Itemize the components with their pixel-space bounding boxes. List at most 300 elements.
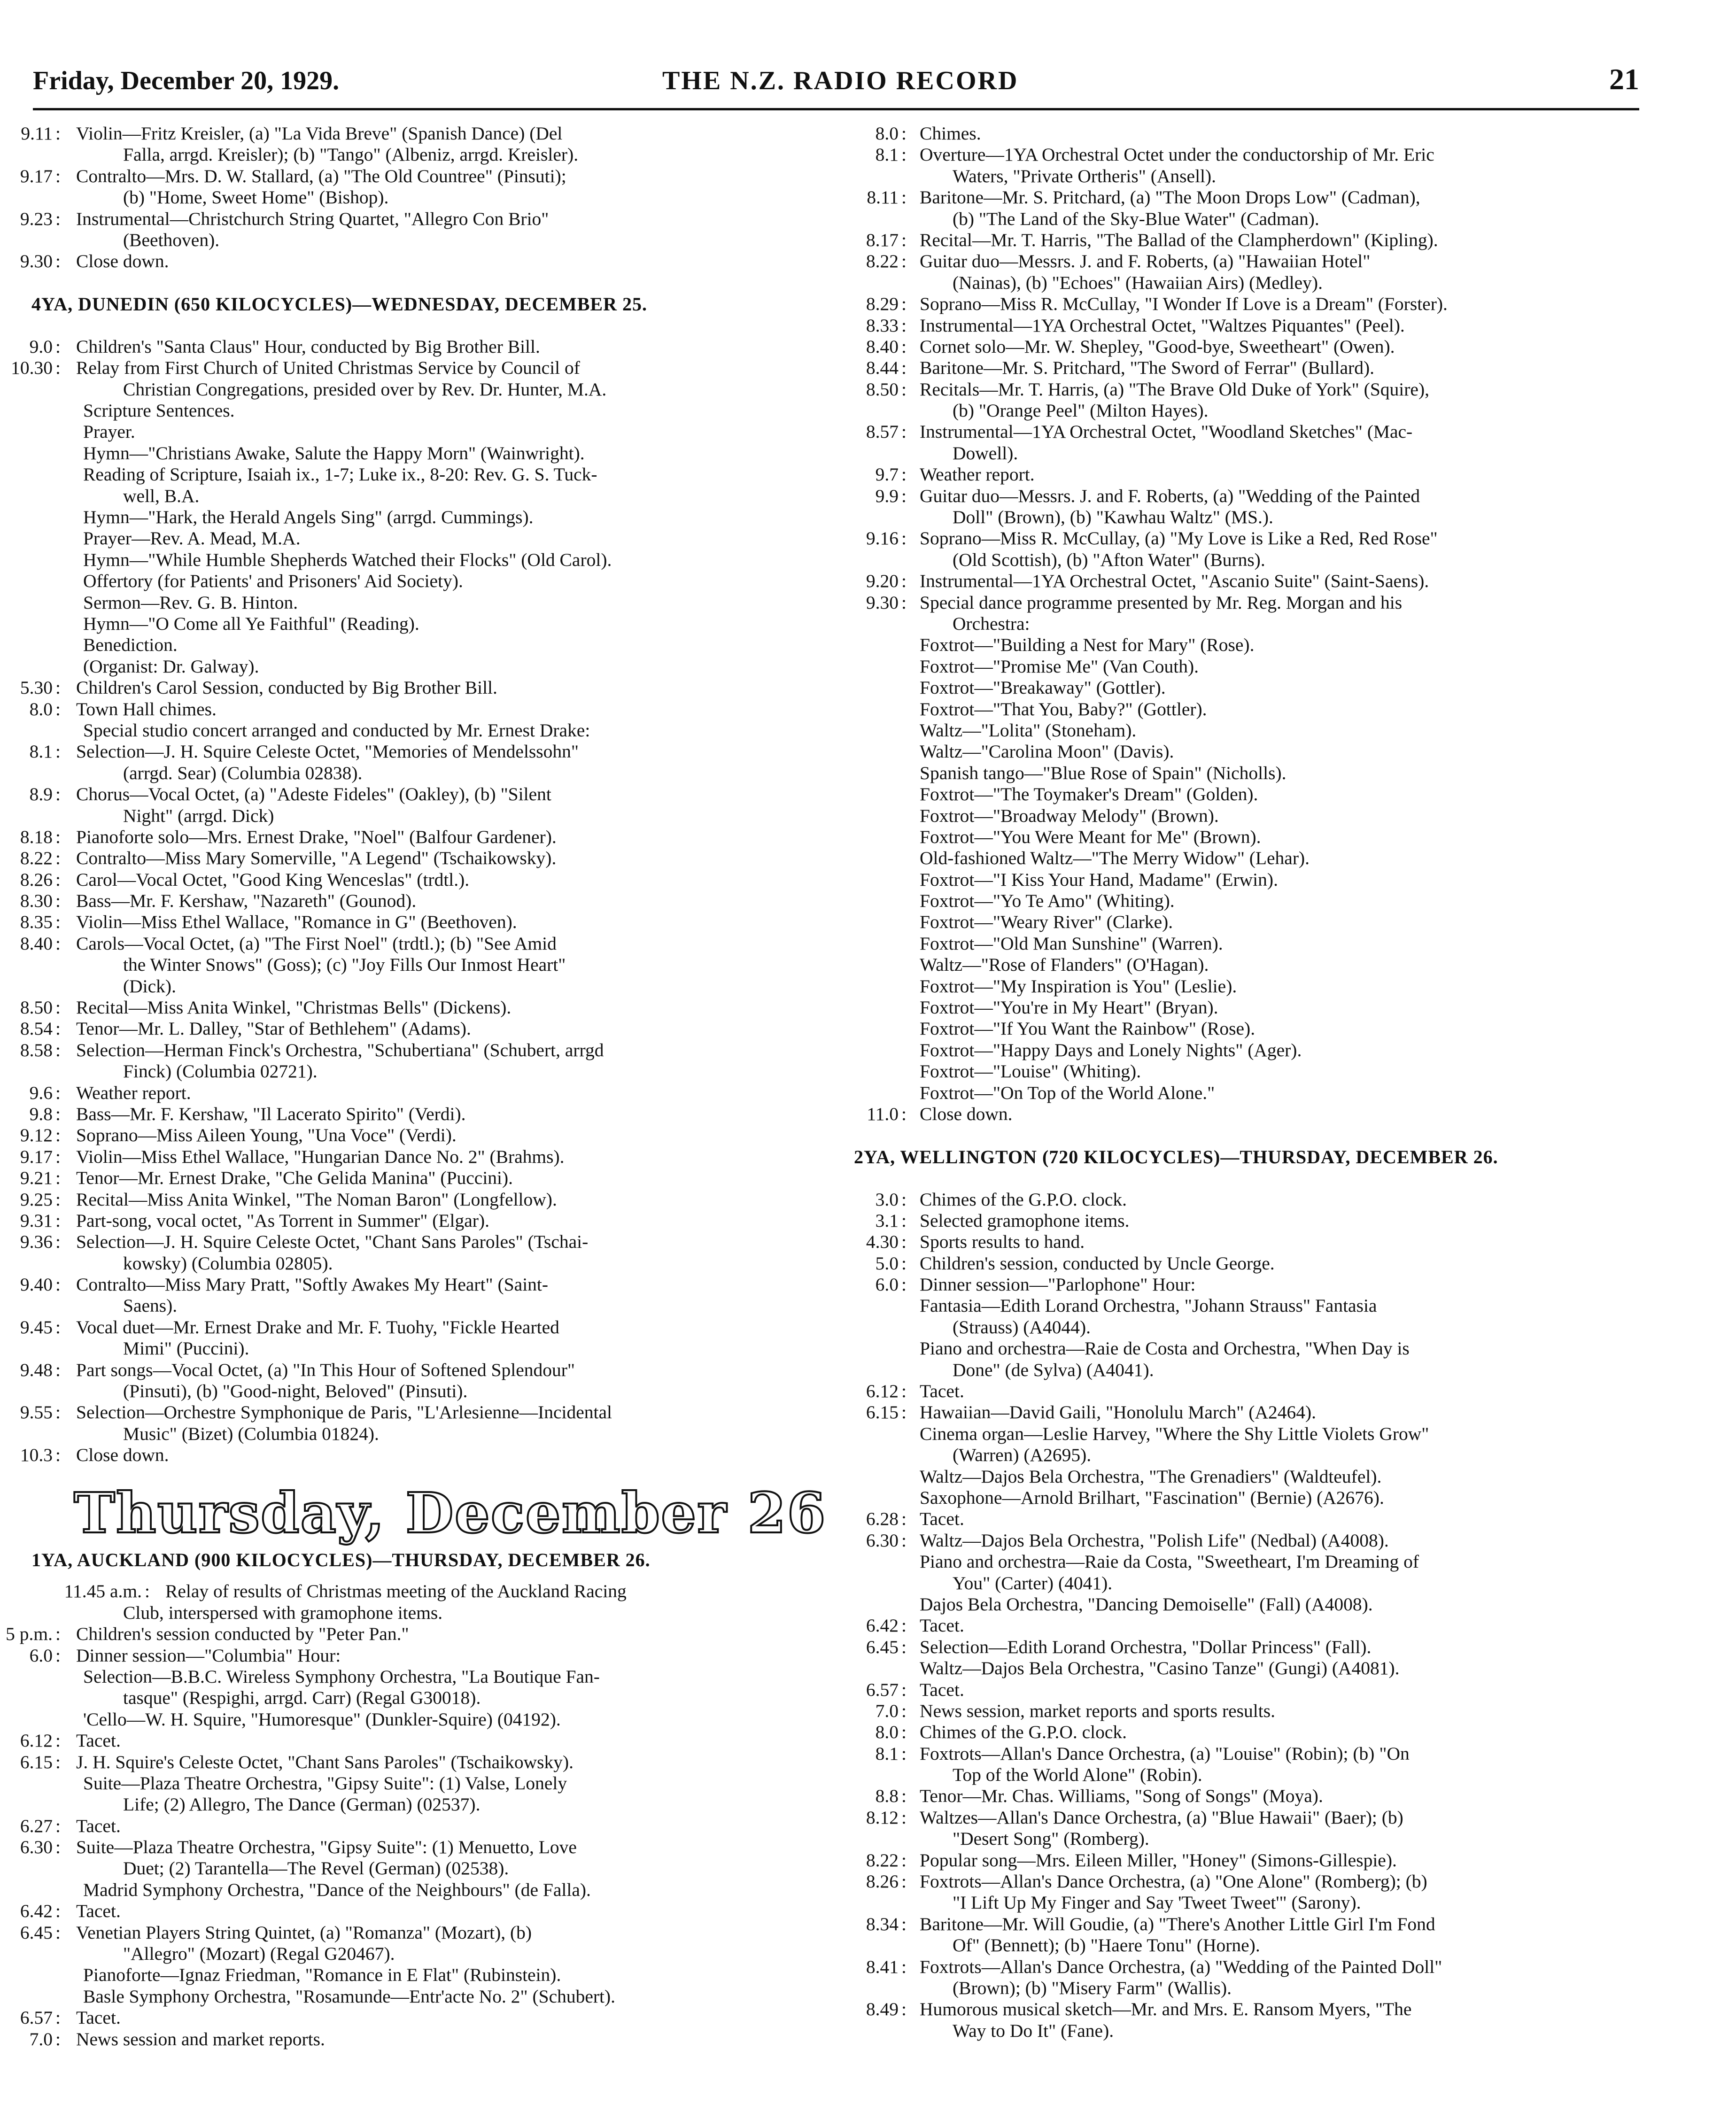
entry-text: tasque" (Respighi, arrgd. Carr) (Regal G30018). <box>123 1687 481 1709</box>
programme-entry <box>6 357 832 379</box>
entry-text: Spanish tango—"Blue Rose of Spain" (Nicholls). <box>920 762 1286 783</box>
entry-time: 8.40 <box>866 336 899 357</box>
entry-time: 10.30 <box>11 357 53 379</box>
entry-text: Bass—Mr. F. Kershaw, "Il Lacerato Spirito" (Verdi). <box>76 1103 466 1124</box>
entry-time: 9.17 <box>20 1146 53 1167</box>
time-separator: : <box>901 1700 907 1721</box>
time-separator: : <box>55 1359 61 1380</box>
time-separator: : <box>55 677 61 698</box>
time-separator: : <box>901 1253 907 1274</box>
time-separator: : <box>901 336 907 357</box>
programme-entry <box>854 571 1643 592</box>
entry-time: 8.0 <box>29 698 53 719</box>
programme-entry-line <box>854 869 1643 890</box>
programme-entry-line <box>854 443 1643 464</box>
entry-text: (Beethoven). <box>123 229 220 250</box>
entry-time: 6.28 <box>866 1508 899 1530</box>
entry-time: 9.9 <box>875 485 899 506</box>
entry-text: well, B.A. <box>123 485 200 506</box>
entry-time: 9.17 <box>20 165 53 186</box>
entry-text: (Brown); (b) "Misery Farm" (Wallis). <box>953 1977 1232 1998</box>
entry-time: 8.22 <box>866 251 899 272</box>
time-separator: : <box>55 698 61 719</box>
entry-text: Suite—Plaza Theatre Orchestra, "Gipsy Suite": (1) Valse, Lonely <box>83 1772 567 1794</box>
entry-text: Carol—Vocal Octet, "Good King Wenceslas" (trdtl.). <box>76 869 470 890</box>
programme-entry-line <box>854 1892 1643 1913</box>
time-separator: : <box>55 1146 61 1167</box>
time-separator: : <box>55 741 61 762</box>
entry-time: 8.1 <box>875 144 899 165</box>
entry-text: Christian Congregations, presided over by Rev. Dr. Hunter, M.A. <box>123 379 607 400</box>
entry-text: Foxtrot—"My Inspiration is You" (Leslie). <box>920 975 1237 997</box>
entry-text: Foxtrot—"Broadway Melody" (Brown). <box>920 805 1219 826</box>
entry-text: 'Cello—W. H. Squire, "Humoresque" (Dunkler-Squire) (04192). <box>83 1709 561 1730</box>
time-separator: : <box>901 485 907 506</box>
entry-time: 4.30 <box>866 1231 899 1253</box>
time-separator: : <box>901 1402 907 1423</box>
time-separator: : <box>55 1645 61 1666</box>
time-separator: : <box>901 1807 907 1828</box>
time-separator: : <box>55 1231 61 1253</box>
time-separator: : <box>55 1210 61 1231</box>
entry-time: 9.7 <box>875 464 899 485</box>
programme-entry <box>6 1083 832 1104</box>
time-separator: : <box>55 1815 61 1836</box>
spacer <box>6 315 832 336</box>
programme-entry-line <box>854 166 1643 187</box>
programme-entry-line <box>6 571 832 592</box>
entry-time: 6.45 <box>866 1636 899 1657</box>
entry-text: Soprano—Miss R. McCullay, "I Wonder If Love is a Dream" (Forster). <box>920 294 1448 315</box>
entry-text: Guitar duo—Messrs. J. and F. Roberts, (a) "Wedding of the Painted <box>920 485 1420 506</box>
programme-entry <box>854 1402 1643 1423</box>
entry-text: Dinner session—"Parlophone" Hour: <box>920 1274 1196 1295</box>
entry-text: (b) "The Land of the Sky-Blue Water" (Cadman). <box>953 208 1319 229</box>
time-separator: : <box>901 1743 907 1764</box>
programme-entry-line <box>854 890 1643 912</box>
programme-entry <box>854 1637 1643 1658</box>
programme-entry-line <box>854 1764 1643 1786</box>
entry-text: Finck) (Columbia 02721). <box>123 1061 318 1082</box>
programme-entry-line <box>854 1061 1643 1082</box>
time-separator: : <box>55 251 61 272</box>
programme-entry <box>6 1104 832 1125</box>
programme-entry-line <box>854 1317 1643 1338</box>
entry-time: 9.21 <box>20 1168 53 1189</box>
entry-time: 8.26 <box>866 1871 899 1892</box>
programme-entry <box>6 336 832 357</box>
programme-entry <box>854 1701 1643 1722</box>
programme-entry-line <box>6 634 832 656</box>
day-title: Thursday, December 26 <box>74 1480 827 1546</box>
entry-text: Hymn—"Christians Awake, Salute the Happy Morn" (Wainwright). <box>83 442 585 464</box>
entry-time: 9.48 <box>20 1359 53 1380</box>
entry-text: (Organist: Dr. Galway). <box>83 656 259 677</box>
entry-time: 9.16 <box>866 528 899 549</box>
entry-text: Foxtrot—"You're in My Heart" (Bryan). <box>920 997 1218 1018</box>
programme-entry <box>854 230 1643 251</box>
time-separator: : <box>55 1168 61 1189</box>
programme-entry <box>854 1530 1643 1551</box>
programme-entry <box>6 1231 832 1253</box>
entry-time: 11.0 <box>867 1103 899 1124</box>
entry-time: 8.1 <box>29 741 53 762</box>
time-separator: : <box>55 1922 61 1943</box>
entry-text: (Strauss) (A4044). <box>953 1316 1091 1338</box>
entry-text: Relay of results of Christmas meeting of the Auckland Racing <box>165 1581 627 1602</box>
entry-text: Part-song, vocal octet, "As Torrent in Summer" (Elgar). <box>76 1210 489 1231</box>
station-heading-text: 4YA, DUNEDIN (650 KILOCYCLES)—WEDNESDAY, DECEMBER 25. <box>31 294 647 315</box>
spacer <box>854 1168 1643 1189</box>
time-separator: : <box>55 1125 61 1146</box>
entry-time: 6.57 <box>866 1679 899 1700</box>
time-separator: : <box>901 1871 907 1892</box>
entry-text: Humorous musical sketch—Mr. and Mrs. E. Ransom Myers, "The <box>920 1999 1412 2020</box>
entry-time: 8.40 <box>20 933 53 954</box>
entry-text: Chimes of the G.P.O. clock. <box>920 1722 1127 1743</box>
station-heading <box>6 294 832 315</box>
programme-entry <box>854 1381 1643 1402</box>
entry-time: 6.15 <box>866 1402 899 1423</box>
entry-text: Violin—Miss Ethel Wallace, "Hungarian Dance No. 2" (Brahms). <box>76 1146 565 1167</box>
entry-text: Foxtrot—"Old Man Sunshine" (Warren). <box>920 933 1223 954</box>
time-separator: : <box>901 1615 907 1636</box>
programme-entry <box>854 464 1643 485</box>
programme-entry <box>6 997 832 1018</box>
entry-text: Pianoforte solo—Mrs. Ernest Drake, "Noel" (Balfour Gardener). <box>76 826 557 847</box>
entry-time: 9.8 <box>29 1103 53 1124</box>
entry-text: Foxtrot—"Happy Days and Lonely Nights" (Ager). <box>920 1039 1302 1060</box>
entry-text: Foxtrot—"You Were Meant for Me" (Brown). <box>920 826 1261 847</box>
entry-text: Prayer—Rev. A. Mead, M.A. <box>83 528 301 549</box>
entry-time: 8.34 <box>866 1913 899 1934</box>
entry-text: Cinema organ—Leslie Harvey, "Where the Shy Little Violets Grow" <box>920 1423 1429 1444</box>
entry-text: Waters, "Private Ortheris" (Ansell). <box>953 165 1217 186</box>
entry-text: Part songs—Vocal Octet, (a) "In This Hour of Softened Splendour" <box>76 1359 575 1380</box>
programme-entry-line <box>854 1360 1643 1381</box>
entry-text: Waltz—Dajos Bela Orchestra, "The Grenadiers" (Waldteufel). <box>920 1466 1382 1487</box>
entry-text: Selection—Edith Lorand Orchestra, "Dollar Princess" (Fall). <box>920 1636 1372 1657</box>
programme-entry <box>6 933 832 954</box>
time-separator: : <box>55 848 61 869</box>
entry-text: "Allegro" (Mozart) (Regal G20467). <box>123 1943 395 1964</box>
entry-text: Contralto—Miss Mary Somerville, "A Legend" (Tschaikowsky). <box>76 848 557 869</box>
entry-text: Hymn—"O Come all Ye Faithful" (Reading). <box>83 613 419 634</box>
entry-text: Waltz—"Lolita" (Stoneham). <box>920 719 1137 741</box>
time-separator: : <box>55 1402 61 1423</box>
programme-entry <box>6 1317 832 1338</box>
entry-text: "Desert Song" (Romberg). <box>953 1828 1149 1849</box>
entry-time: 8.17 <box>866 229 899 250</box>
entry-text: Duet; (2) Tarantella—The Revel (German) (02538). <box>123 1858 509 1879</box>
entry-text: News session, market reports and sports results. <box>920 1700 1275 1721</box>
spacer <box>854 1125 1643 1146</box>
programme-entry-line <box>854 1040 1643 1061</box>
entry-text: Doll" (Brown), (b) "Kawhau Waltz" (MS.). <box>953 507 1273 528</box>
entry-text: Night" (arrgd. Dick) <box>123 805 274 826</box>
entry-time: 7.0 <box>875 1700 899 1721</box>
station-heading <box>6 1549 832 1570</box>
entry-text: (b) "Orange Peel" (Milton Hayes). <box>953 400 1209 421</box>
time-separator: : <box>901 1530 907 1551</box>
programme-entry <box>6 1210 832 1231</box>
entry-text: Instrumental—Christchurch String Quartet, "Allegro Con Brio" <box>76 208 549 229</box>
programme-entry <box>6 827 832 848</box>
programme-entry-line <box>854 933 1643 954</box>
time-separator: : <box>901 1786 907 1807</box>
entry-time: 6.57 <box>20 2007 53 2028</box>
programme-entry <box>854 315 1643 336</box>
time-separator: : <box>55 1445 61 1466</box>
entry-text: Children's Carol Session, conducted by Big Brother Bill. <box>76 677 497 698</box>
entry-text: Recital—Miss Anita Winkel, "The Noman Baron" (Longfellow). <box>76 1189 557 1210</box>
time-separator: : <box>901 464 907 485</box>
time-separator: : <box>55 1039 61 1060</box>
station-heading-text: 2YA, WELLINGTON (720 KILOCYCLES)—THURSDAY, DECEMBER 26. <box>854 1146 1498 1168</box>
entry-text: Chimes of the G.P.O. clock. <box>920 1189 1127 1210</box>
time-separator: : <box>901 1956 907 1977</box>
entry-text: Foxtrot—"The Toymaker's Dream" (Golden). <box>920 784 1258 805</box>
entry-time: 8.49 <box>866 1999 899 2020</box>
programme-entry <box>6 912 832 933</box>
programme-entry-line <box>854 1338 1643 1359</box>
programme-entry-line <box>854 763 1643 784</box>
time-separator: : <box>55 1316 61 1338</box>
programme-entry-line <box>854 997 1643 1018</box>
entry-time: 6.30 <box>20 1837 53 1858</box>
time-separator: : <box>901 1636 907 1657</box>
entry-time: 9.6 <box>29 1082 53 1103</box>
time-separator: : <box>901 251 907 272</box>
programme-entry-line <box>854 1658 1643 1679</box>
entry-text: Basle Symphony Orchestra, "Rosamunde—Entr'acte No. 2" (Schubert). <box>83 1986 616 2007</box>
time-separator: : <box>901 1189 907 1210</box>
programme-entry-line <box>854 1551 1643 1572</box>
entry-time: 8.11 <box>867 187 899 208</box>
entry-time: 6.12 <box>866 1381 899 1402</box>
programme-entry-line <box>854 1423 1643 1445</box>
programme-entry-line <box>854 1594 1643 1615</box>
programme-entry-line <box>6 1423 832 1445</box>
entry-text: Foxtrot—"Breakaway" (Gottler). <box>920 677 1166 698</box>
programme-entry <box>6 1581 832 1602</box>
entry-text: Close down. <box>920 1103 1013 1124</box>
entry-text: Madrid Symphony Orchestra, "Dance of the Neighbours" (de Falla). <box>83 1879 591 1900</box>
entry-text: Foxtrots—Allan's Dance Orchestra, (a) "Wedding of the Painted Doll" <box>920 1956 1442 1977</box>
programme-entry <box>854 379 1643 400</box>
entry-text: Fantasia—Edith Lorand Orchestra, "Johann Strauss" Fantasia <box>920 1295 1377 1316</box>
time-separator: : <box>901 1679 907 1700</box>
time-separator: : <box>901 229 907 250</box>
entry-time: 7.0 <box>29 2028 53 2049</box>
entry-time: 8.44 <box>866 357 899 379</box>
entry-time: 8.35 <box>20 912 53 933</box>
time-separator: : <box>55 208 61 229</box>
entry-time: 9.0 <box>29 336 53 357</box>
entry-text: Waltz—Dajos Bela Orchestra, "Casino Tanze" (Gungi) (A4081). <box>920 1658 1400 1679</box>
entry-time: 8.30 <box>20 890 53 912</box>
entry-text: (Dick). <box>123 975 176 997</box>
programme-entry <box>6 123 832 144</box>
entry-text: Saens). <box>123 1295 178 1316</box>
entry-text: News session and market reports. <box>76 2028 325 2049</box>
programme-entry <box>6 2007 832 2028</box>
programme-entry <box>854 251 1643 272</box>
programme-entry <box>6 1274 832 1295</box>
entry-text: Foxtrot—"If You Want the Rainbow" (Rose). <box>920 1018 1256 1039</box>
entry-text: Suite—Plaza Theatre Orchestra, "Gipsy Suite": (1) Menuetto, Love <box>76 1837 577 1858</box>
entry-text: the Winter Snows" (Goss); (c) "Joy Fills Our Inmost Heart" <box>123 954 566 975</box>
entry-text: Tacet. <box>920 1679 964 1700</box>
time-separator: : <box>901 315 907 336</box>
programme-entry <box>6 1837 832 1858</box>
entry-time: 3.0 <box>875 1189 899 1210</box>
entry-time: 8.9 <box>29 784 53 805</box>
entry-text: Piano and orchestra—Raie da Costa, "Sweetheart, I'm Dreaming of <box>920 1551 1419 1572</box>
entry-time: 9.31 <box>20 1210 53 1231</box>
programme-entry <box>854 1679 1643 1701</box>
programme-entry-line <box>854 848 1643 869</box>
entry-time: 8.50 <box>866 379 899 400</box>
programme-entry <box>854 421 1643 442</box>
programme-entry-line <box>6 1773 832 1794</box>
entry-text: (b) "Home, Sweet Home" (Bishop). <box>123 187 389 208</box>
entry-text: Prayer. <box>83 421 135 442</box>
programme-entry <box>6 2029 832 2050</box>
entry-text: Bass—Mr. F. Kershaw, "Nazareth" (Gounod). <box>76 890 417 912</box>
programme-entry-line <box>854 1295 1643 1316</box>
programme-entry <box>854 1210 1643 1231</box>
entry-text: Tacet. <box>76 1815 121 1836</box>
entry-text: Recital—Mr. T. Harris, "The Ballad of the Clampherdown" (Kipling). <box>920 229 1438 250</box>
entry-text: Baritone—Mr. S. Pritchard, (a) "The Moon Drops Low" (Cadman), <box>920 187 1420 208</box>
programme-entry-line <box>6 1794 832 1815</box>
entry-time: 9.55 <box>20 1402 53 1423</box>
entry-time: 9.20 <box>866 571 899 592</box>
programme-entry <box>854 144 1643 165</box>
entry-time: 10.3 <box>20 1445 53 1466</box>
programme-entry-line <box>6 421 832 442</box>
programme-entry <box>6 1816 832 1837</box>
issue-date: Friday, December 20, 1929. <box>33 66 340 95</box>
entry-time: 8.50 <box>20 997 53 1018</box>
programme-entry <box>854 1743 1643 1764</box>
time-separator: : <box>901 123 907 144</box>
time-separator: : <box>901 187 907 208</box>
programme-entry <box>854 1956 1643 1978</box>
entry-text: Venetian Players String Quintet, (a) "Romanza" (Mozart), (b) <box>76 1922 532 1943</box>
entry-text: Soprano—Miss Aileen Young, "Una Voce" (Verdi). <box>76 1125 457 1146</box>
entry-text: Dinner session—"Columbia" Hour: <box>76 1645 341 1666</box>
programme-entry-line <box>854 507 1643 528</box>
entry-text: Guitar duo—Messrs. J. and F. Roberts, (a) "Hawaiian Hotel" <box>920 251 1371 272</box>
entry-text: Tenor—Mr. Ernest Drake, "Che Gelida Manina" (Puccini). <box>76 1168 513 1189</box>
programme-entry <box>854 1104 1643 1125</box>
entry-text: (Warren) (A2695). <box>953 1445 1092 1466</box>
programme-entry-line <box>6 954 832 975</box>
entry-text: Benediction. <box>83 634 178 656</box>
programme-entry <box>6 699 832 720</box>
time-separator: : <box>55 869 61 890</box>
time-separator: : <box>55 1103 61 1124</box>
programme-entry <box>854 1274 1643 1295</box>
entry-text: Violin—Miss Ethel Wallace, "Romance in G" (Beethoven). <box>76 912 517 933</box>
entry-text: Selection—J. H. Squire Celeste Octet, "Chant Sans Paroles" (Tschai- <box>76 1231 589 1253</box>
entry-text: "I Lift Up My Finger and Say 'Tweet Tweet'" (Sarony). <box>953 1892 1361 1913</box>
programme-entry <box>6 741 832 762</box>
time-separator: : <box>901 421 907 442</box>
programme-entry <box>854 357 1643 379</box>
time-separator: : <box>901 1231 907 1253</box>
entry-text: Of" (Bennett); (b) "Haere Tonu" (Horne). <box>953 1935 1260 1956</box>
programme-entry-line <box>6 1338 832 1359</box>
programme-entry <box>6 890 832 912</box>
programme-entry <box>854 123 1643 144</box>
entry-time: 6.42 <box>20 1901 53 1922</box>
programme-entry-line <box>854 1466 1643 1487</box>
entry-text: Children's session, conducted by Uncle George. <box>920 1253 1275 1274</box>
programme-entry <box>854 336 1643 357</box>
programme-entry-line <box>6 1381 832 1402</box>
entry-text: Carols—Vocal Octet, (a) "The First Noel" (trdtl.); (b) "See Amid <box>76 933 557 954</box>
programme-entry-line <box>854 634 1643 656</box>
programme-entry-line <box>854 720 1643 741</box>
entry-text: Sermon—Rev. G. B. Hinton. <box>83 592 298 613</box>
entry-text: Dajos Bela Orchestra, "Dancing Demoiselle" (Fall) (A4008). <box>920 1593 1373 1615</box>
entry-text: Tacet. <box>920 1381 964 1402</box>
programme-entry-line <box>854 549 1643 571</box>
entry-text: Club, interspersed with gramophone items. <box>123 1602 443 1623</box>
entry-text: Special studio concert arranged and conducted by Mr. Ernest Drake: <box>83 719 590 741</box>
programme-entry-line <box>854 209 1643 230</box>
time-separator: : <box>901 1722 907 1743</box>
entry-text: Offertory (for Patients' and Prisoners' Aid Society). <box>83 571 463 592</box>
programme-entry-line <box>854 656 1643 677</box>
entry-time: 8.58 <box>20 1039 53 1060</box>
programme-entry <box>6 1402 832 1423</box>
entry-text: Relay from First Church of United Christmas Service by Council of <box>76 357 580 379</box>
entry-text: Tenor—Mr. Chas. Williams, "Song of Songs" (Moya). <box>920 1786 1323 1807</box>
entry-text: Chimes. <box>920 123 981 144</box>
programme-entry-line <box>6 1709 832 1730</box>
entry-text: Saxophone—Arnold Brilhart, "Fascination" (Bernie) (A2676). <box>920 1487 1384 1508</box>
entry-text: Foxtrot—"I Kiss Your Hand, Madame" (Erwin). <box>920 869 1278 890</box>
programme-entry-line <box>854 699 1643 720</box>
entry-text: Music" (Bizet) (Columbia 01824). <box>123 1423 379 1444</box>
programme-entry-line <box>6 400 832 421</box>
entry-text: Instrumental—1YA Orchestral Octet, "Waltzes Piquantes" (Peel). <box>920 315 1405 336</box>
entry-text: (arrgd. Sear) (Columbia 02838). <box>123 762 363 783</box>
programme-entry-line <box>6 1295 832 1316</box>
entry-text: Popular song—Mrs. Eileen Miller, "Honey" (Simons-Gillespie). <box>920 1849 1397 1871</box>
entry-time: 9.30 <box>866 592 899 613</box>
entry-time: 6.0 <box>875 1274 899 1295</box>
time-separator: : <box>901 1210 907 1231</box>
time-separator: : <box>145 1581 150 1602</box>
programme-entry-line <box>6 1943 832 1964</box>
programme-entry <box>6 869 832 890</box>
entry-time: 9.40 <box>20 1274 53 1295</box>
time-separator: : <box>55 1274 61 1295</box>
programme-entry-line <box>6 507 832 528</box>
entry-text: Foxtrot—"Building a Nest for Mary" (Rose). <box>920 634 1255 656</box>
entry-time: 8.22 <box>866 1849 899 1871</box>
entry-text: Recitals—Mr. T. Harris, (a) "The Brave Old Duke of York" (Squire), <box>920 379 1429 400</box>
programme-entry-line <box>854 805 1643 827</box>
entry-time: 6.12 <box>20 1730 53 1751</box>
time-separator: : <box>901 144 907 165</box>
entry-text: Close down. <box>76 1445 169 1466</box>
